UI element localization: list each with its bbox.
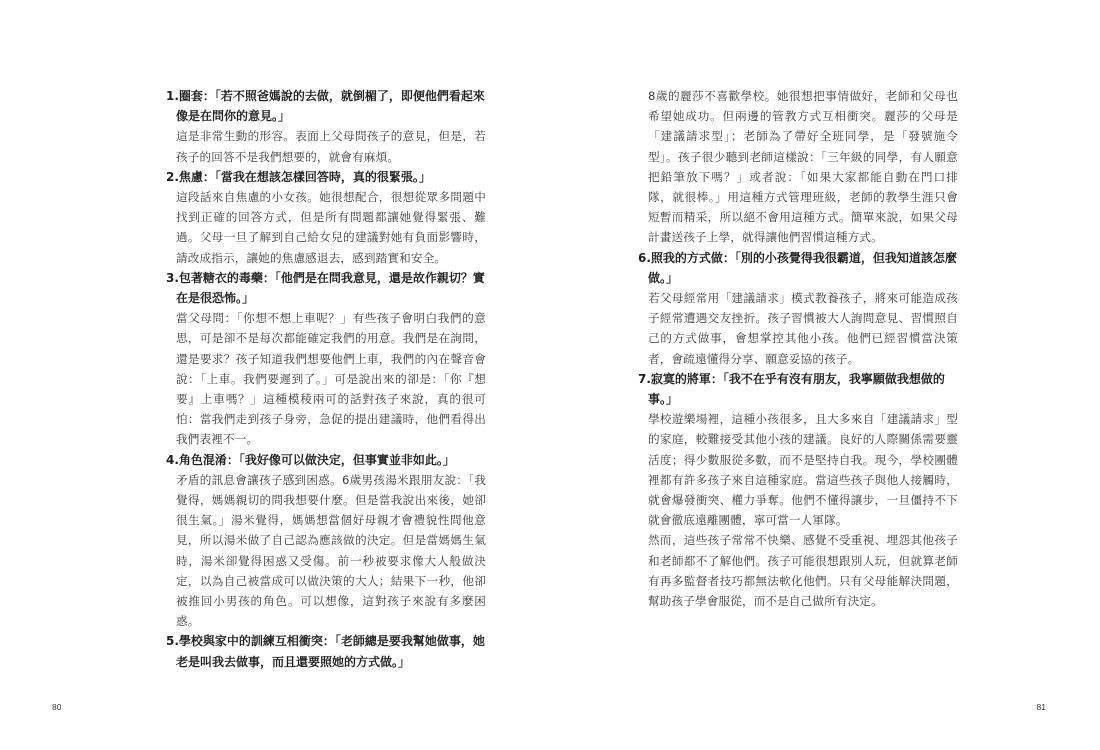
left-text-column	[166, 86, 486, 672]
body-paragraph: 這是非常生動的形容。表面上父母問孩子的意見，但是，若孩子的回答不是我們想要的，就會有麻煩。	[176, 129, 486, 164]
section-heading: 7.寂寞的將軍：「我不在乎有沒有朋友，我寧願做我想做的事。」	[638, 371, 945, 407]
section-heading: 5.學校與家中的訓練互相衝突：「老師總是要我幫她做事，她老是叫我去做事，而且還要照她的方式做。」	[166, 634, 485, 669]
body-paragraph: 學校遊樂場裡，這種小孩很多，且大多來自「建議請求」型的家庭，較難接受其他小孩的建議。良好的人際關係需要靈活度；得少數服從多數，而不是堅持自我。現今，學校團體裡都有許多孩子來自這種家庭。當這些孩子與他人接觸時，就會爆發衝突、權力爭奪。他們不懂得讓步，一旦僵持不下就會徹底遠離團體，寧可當一人軍隊。	[648, 412, 958, 528]
section-heading: 3.包著糖衣的毒藥：「他們是在問我意見，還是故作親切？實在是很恐怖。」	[166, 270, 485, 306]
section-heading: 1.圈套：「若不照爸媽說的去做，就倒楣了，即便他們看起來像是在問你的意見。」	[166, 89, 485, 124]
section-heading: 6.照我的方式做：「別的小孩覺得我很霸道，但我知道該怎麼做。」	[638, 250, 957, 285]
body-paragraph: 當父母問：「你想不想上車呢？」有些孩子會明白我們的意思，可是卻不是每次都能確定我們的用意。我們是在詢問，還是要求？孩子知道我們想要他們上車，我們的內在聲音會說：「上車。我們要遲到了。」可是說出來的卻是：「你『想要』上車嗎？」這種模稜兩可的話對孩子來說，真的很可怕：當我們走到孩子身旁，急促的提出建議時，他們看得出我們表裡不一。	[176, 311, 486, 447]
right-page	[550, 0, 1100, 750]
section-heading: 2.焦慮：「當我在想該怎樣回答時，真的很緊張。」	[166, 169, 431, 184]
body-paragraph: 若父母經常用「建議請求」模式教養孩子，將來可能造成孩子經常遭遇交友挫折。孩子習慣被大人詢問意見、習慣照自己的方式做事，會想掌控其他小孩。他們已經習慣當決策者，會疏遠懂得分享、願意妥協的孩子。	[648, 291, 958, 366]
body-paragraph: 矛盾的訊息會讓孩子感到困惑。6歲男孩湯米跟朋友說：「我覺得，媽媽親切的問我想要什麼。但是當我說出來後，她卻很生氣。」湯米覺得，媽媽想當個好母親才會禮貌性問他意見，所以湯米做了自己認為應該做的決定。但是當媽媽生氣時，湯米卻覺得困惑又受傷。前一秒被要求像大人般做決定，以為自己被當成可以做決策的大人；結果下一秒，他卻被推回小男孩的角色。可以想像，這對孩子來說有多麼困惑。	[176, 472, 486, 629]
body-paragraph: 這段話來自焦慮的小女孩。她很想配合，很想從眾多問題中找到正確的回答方式，但是所有問題都讓她覺得緊張、難過。父母一旦了解到自己給女兒的建議對她有負面影響時，請改成指示，讓她的焦慮感退去，感到踏實和安全。	[176, 190, 486, 265]
section-heading: 4.角色混淆：「我好像可以做決定，但事實並非如此。」	[166, 452, 455, 467]
page-number-right: 81	[1036, 702, 1046, 712]
page-number-left: 80	[52, 702, 62, 712]
body-paragraph: 然而，這些孩子常常不快樂、感覺不受重視、埋怨其他孩子和老師都不了解他們。孩子可能很想跟別人玩，但就算老師有再多監督者技巧都無法軟化他們。只有父母能解決問題，幫助孩子學會服從，而不是自己做所有決定。	[648, 533, 958, 609]
body-paragraph: 8歲的麗莎不喜歡學校。她很想把事情做好，老師和父母也希望她成功。但兩邊的管教方式互相衝突。麗莎的父母是「建議請求型」；老師為了帶好全班同學，是「發號施令型」。孩子很少聽到老師這樣說：「三年級的同學，有人願意把鉛筆放下嗎？」或者說：「如果大家都能自動在門口排隊，就很棒。」用這種方式管理班級，老師的教學生涯只會短暫而精采，所以絕不會用這種方式。簡單來說，如果父母計畫送孩子上學，就得讓他們習慣這種方式。	[648, 89, 958, 245]
right-text-column	[638, 86, 958, 611]
